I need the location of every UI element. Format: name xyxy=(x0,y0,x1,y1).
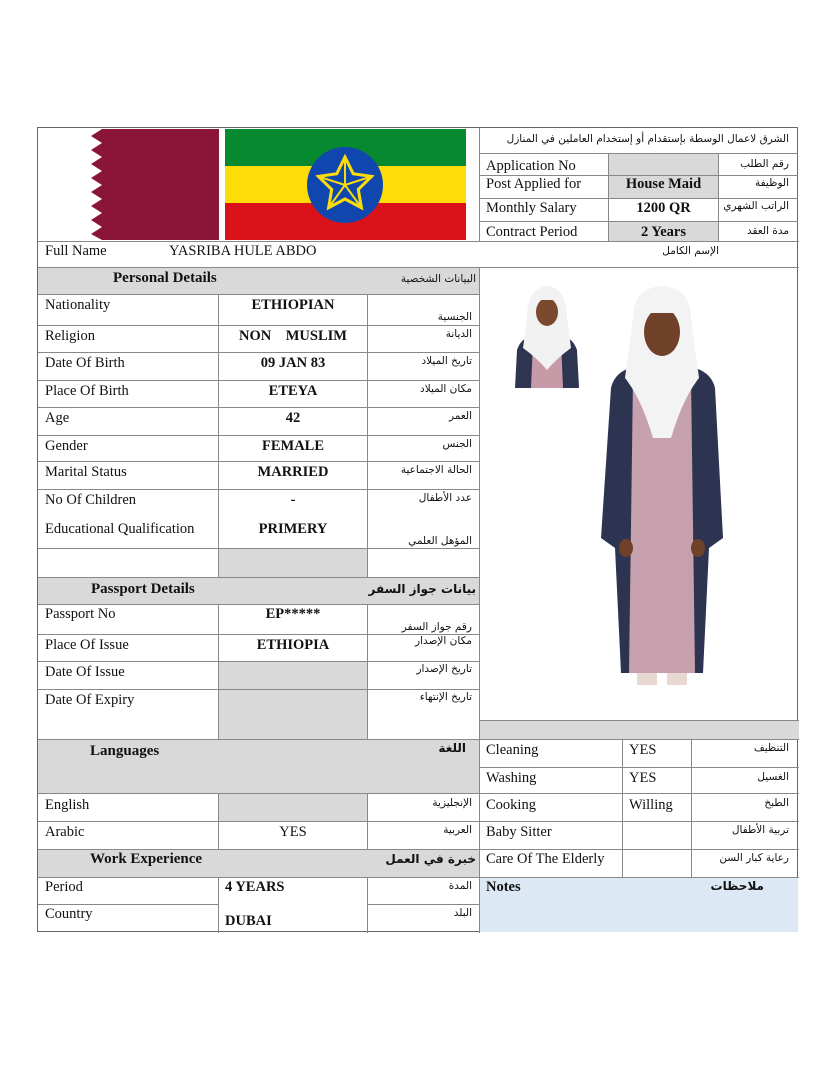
marital-status-label: Marital Status xyxy=(45,464,127,480)
period-label-ar: المدة xyxy=(448,880,472,892)
gender-label-ar: الجنس xyxy=(442,438,472,450)
baby-sitter-label: Baby Sitter xyxy=(486,824,552,840)
cleaning-label-ar: التنظيف xyxy=(753,742,789,754)
portrait-photo xyxy=(513,278,581,388)
arabic-label: Arabic xyxy=(45,824,85,840)
country-label-ar: البلد xyxy=(453,907,472,919)
religion-label-ar: الديانة xyxy=(445,328,472,340)
cooking-label-ar: الطبخ xyxy=(764,797,789,809)
elderly-care-label-ar: رعاية كبار السن xyxy=(719,852,789,864)
post-applied-value: House Maid xyxy=(625,176,702,192)
ethiopia-flag xyxy=(225,129,466,240)
education-label-ar: المؤهل العلمي xyxy=(408,535,472,547)
monthly-salary-value: 1200 QR xyxy=(636,200,691,216)
washing-value: YES xyxy=(629,770,657,786)
place-of-birth-label-ar: مكان الميلاد xyxy=(420,383,472,395)
cleaning-value: YES xyxy=(629,742,657,758)
nationality-value: ETHIOPIAN xyxy=(251,297,335,313)
religion-value: NON MUSLIM xyxy=(239,328,347,344)
contract-period-value: 2 Years xyxy=(641,224,686,240)
date-of-issue-label-ar: تاريخ الإصدار xyxy=(416,663,472,675)
date-of-issue-label: Date Of Issue xyxy=(45,664,125,680)
arabic-value: YES xyxy=(279,824,307,840)
cooking-value: Willing xyxy=(629,797,673,813)
cooking-label: Cooking xyxy=(486,797,536,813)
full-body-photo xyxy=(591,278,733,696)
age-label: Age xyxy=(45,410,70,426)
date-of-birth-label-ar: تاريخ الميلاد xyxy=(421,355,472,367)
baby-sitter-label-ar: تربية الأطفال xyxy=(731,824,789,836)
date-of-expiry-label-ar: تاريخ الإنتهاء xyxy=(419,691,472,703)
personal-details-title-ar: البيانات الشخصية xyxy=(400,273,476,285)
full-name-value: YASRIBA HULE ABDO xyxy=(169,243,317,259)
place-of-issue-label-ar: مكان الإصدار xyxy=(415,635,472,647)
passport-details-title: Passport Details xyxy=(91,581,195,597)
no-of-children-label: No Of Children xyxy=(45,492,137,508)
education-value: PRIMERY xyxy=(258,521,328,537)
education-label: Educational Qualification xyxy=(45,521,195,537)
application-form xyxy=(37,127,798,932)
passport-no-label: Passport No xyxy=(45,606,116,622)
qatar-flag xyxy=(88,129,219,240)
notes-label-ar: ملاحظات xyxy=(710,879,764,893)
languages-title-ar: اللغة xyxy=(438,741,466,755)
notes-label: Notes xyxy=(486,879,521,895)
passport-no-value: EP***** xyxy=(265,606,321,622)
full-name-label-ar: الإسم الكامل xyxy=(662,245,719,257)
no-of-children-label-ar: عدد الأطفال xyxy=(418,492,472,504)
country-value: DUBAI xyxy=(225,913,272,929)
english-label-ar: الإنجليزية xyxy=(432,797,472,809)
country-label: Country xyxy=(45,906,93,922)
languages-title: Languages xyxy=(90,743,160,759)
work-experience-title-ar: خبرة في العمل xyxy=(385,852,476,866)
place-of-issue-label: Place Of Issue xyxy=(45,637,129,653)
post-applied-label: Post Applied for xyxy=(486,176,582,192)
arabic-label-ar: العربية xyxy=(443,824,472,836)
place-of-birth-value: ETEYA xyxy=(268,383,318,399)
contract-period-label: Contract Period xyxy=(486,224,578,240)
monthly-salary-label: Monthly Salary xyxy=(486,200,577,216)
elderly-care-label: Care Of The Elderly xyxy=(486,851,605,867)
no-of-children-value: - xyxy=(290,492,296,508)
date-of-birth-label: Date Of Birth xyxy=(45,355,125,371)
marital-status-label-ar: الحالة الاجتماعية xyxy=(400,464,472,476)
gender-label: Gender xyxy=(45,438,88,454)
application-no-label-ar: رقم الطلب xyxy=(740,158,789,170)
washing-label: Washing xyxy=(486,770,537,786)
passport-details-title-ar: بيانات جواز السفر xyxy=(368,582,476,596)
work-experience-title: Work Experience xyxy=(90,851,203,867)
application-no-label: Application No xyxy=(486,158,576,174)
agency-name: الشرق لاعمال الوسطة بإستقدام أو إستخدام العاملين في المنازل xyxy=(506,133,789,145)
date-of-birth-value: 09 JAN 83 xyxy=(260,355,326,371)
washing-label-ar: الغسيل xyxy=(757,771,789,783)
period-label: Period xyxy=(45,879,83,895)
gender-value: FEMALE xyxy=(261,438,325,454)
nationality-label: Nationality xyxy=(45,297,111,313)
full-name-label: Full Name xyxy=(45,243,107,259)
monthly-salary-label-ar: الراتب الشهري xyxy=(723,200,789,212)
place-of-birth-label: Place Of Birth xyxy=(45,383,129,399)
passport-no-label-ar: رقم جواز السفر xyxy=(401,621,472,633)
religion-label: Religion xyxy=(45,328,95,344)
english-label: English xyxy=(45,797,90,813)
age-value: 42 xyxy=(285,410,301,426)
cleaning-label: Cleaning xyxy=(486,742,539,758)
post-applied-label-ar: الوظيفة xyxy=(754,177,789,189)
place-of-issue-value: ETHIOPIA xyxy=(256,637,330,653)
age-label-ar: العمر xyxy=(448,410,472,422)
nationality-label-ar: الجنسية xyxy=(437,311,472,323)
marital-status-value: MARRIED xyxy=(257,464,329,480)
period-value: 4 YEARS xyxy=(225,879,285,895)
contract-period-label-ar: مدة العقد xyxy=(747,225,789,237)
personal-details-title: Personal Details xyxy=(113,270,217,286)
date-of-expiry-label: Date Of Expiry xyxy=(45,692,135,708)
